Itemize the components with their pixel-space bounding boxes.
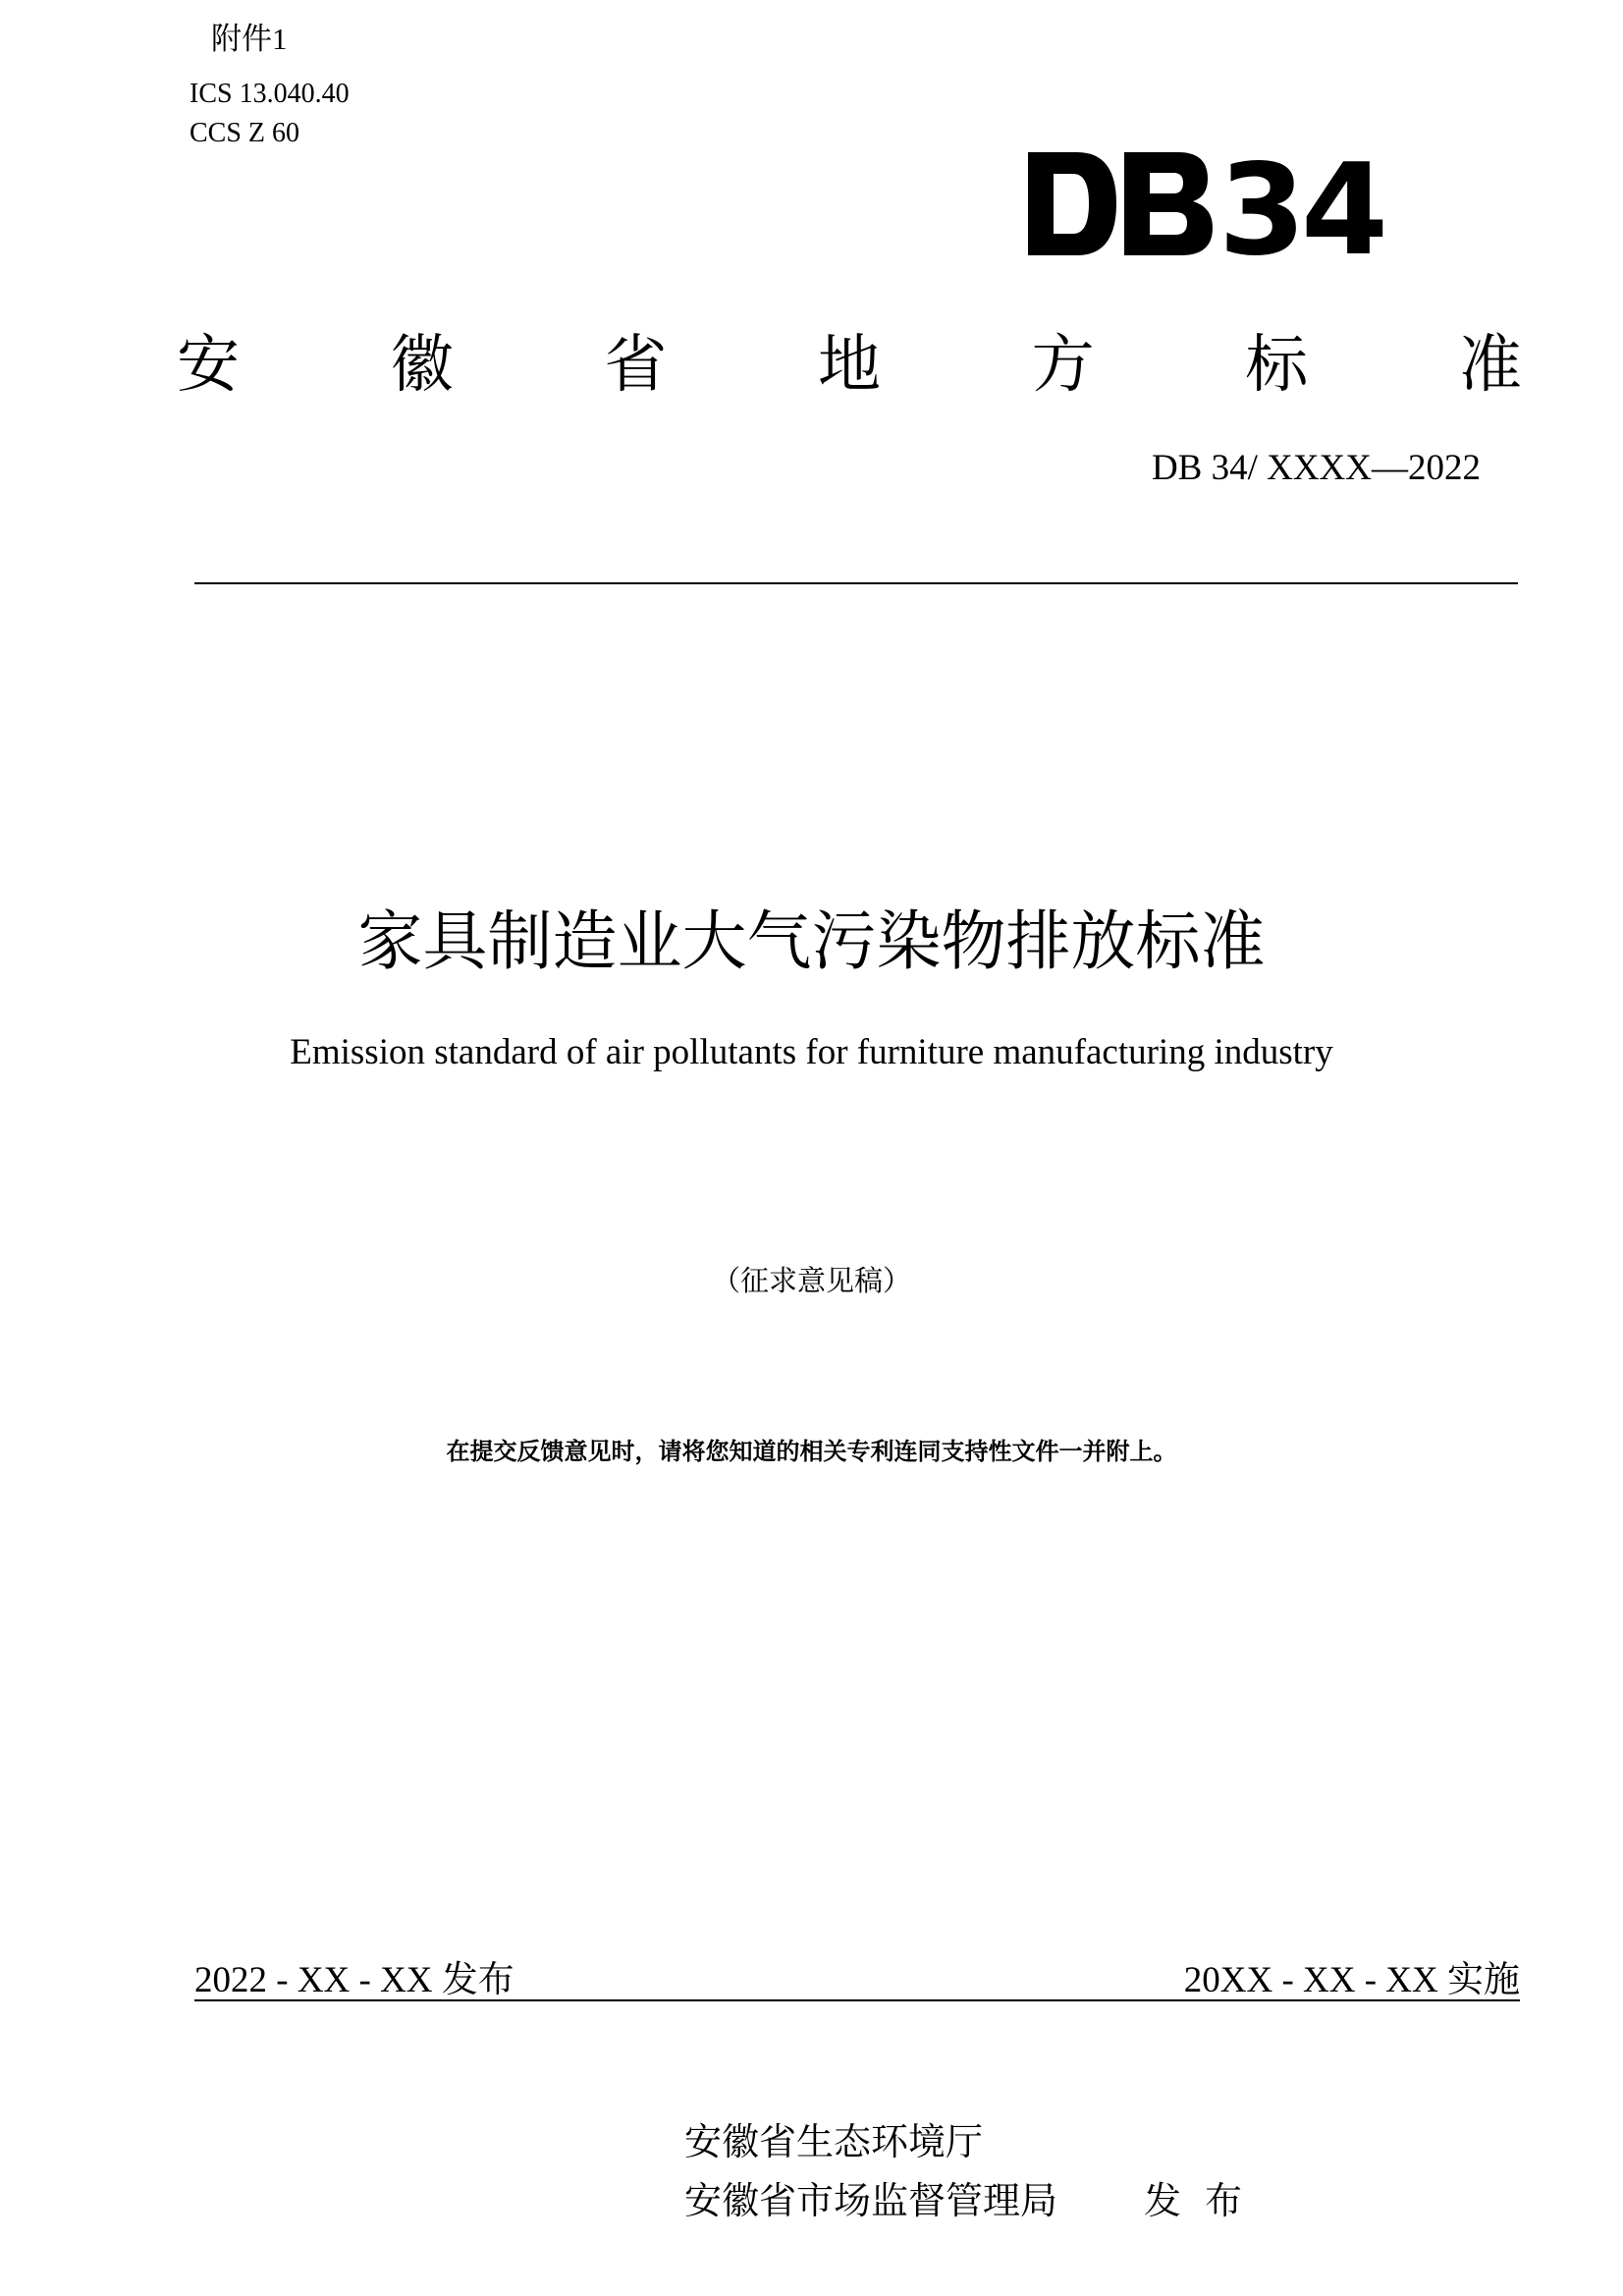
bottom-divider xyxy=(194,1999,1520,2001)
top-divider xyxy=(194,582,1518,584)
issue-label: 发布 xyxy=(1144,2179,1267,2222)
provincial-standard-title xyxy=(177,314,1522,405)
svg-text:3: 3 xyxy=(1218,147,1307,260)
ccs-code: CCS Z 60 xyxy=(189,118,300,148)
title-char: 准 xyxy=(1458,329,1522,402)
title-char: 地 xyxy=(817,329,881,402)
title-char: 徽 xyxy=(390,329,454,402)
title-char: 标 xyxy=(1245,329,1309,402)
db34-logo xyxy=(1026,147,1399,260)
document-title-cn: 家具制造业大气污染物排放标准 xyxy=(357,903,1266,979)
draft-label: （征求意见稿） xyxy=(711,1266,911,1297)
title-char: 省 xyxy=(604,329,668,402)
title-char: 安 xyxy=(177,329,240,402)
publish-date: 2022 - XX - XX 发布 xyxy=(194,1960,514,2000)
ics-code: ICS 13.040.40 xyxy=(189,79,350,109)
implement-date: 20XX - XX - XX 实施 xyxy=(1183,1960,1520,2000)
issuer-market-regulation-bureau: 安徽省市场监督管理局 xyxy=(684,2179,1058,2222)
patent-note: 在提交反馈意见时，请将您知道的相关专利连同支持性文件一并附上。 xyxy=(446,1438,1177,1465)
svg-text:4: 4 xyxy=(1301,147,1389,260)
standard-number: DB 34/ XXXX—2022 xyxy=(1151,448,1481,488)
document-title-en: Emission standard of air pollutants for furniture manufacturing industry xyxy=(290,1032,1333,1072)
issuer-ecology-department: 安徽省生态环境厅 xyxy=(684,2120,984,2163)
title-char: 方 xyxy=(1031,329,1095,402)
attachment-label: 附件1 xyxy=(211,22,288,56)
